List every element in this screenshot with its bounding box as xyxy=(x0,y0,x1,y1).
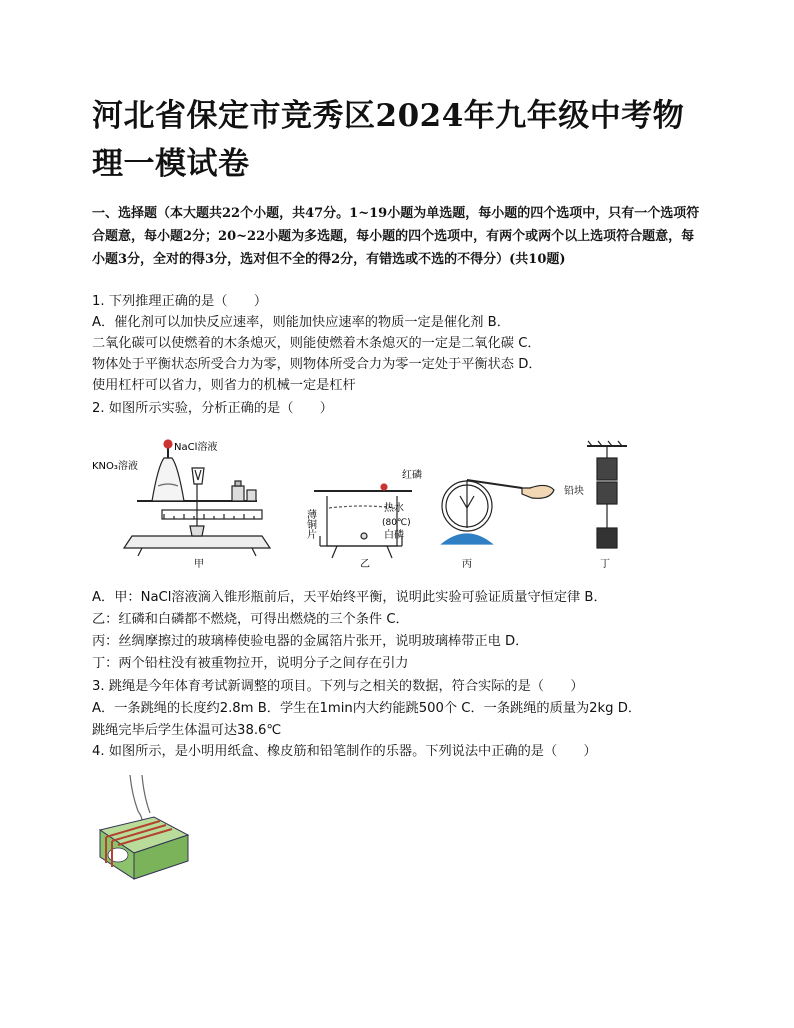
electroscope-apparatus xyxy=(442,480,554,544)
q3-stem: 3. 跳绳是今年体育考试新调整的项目。下列与之相关的数据，符合实际的是（ ） xyxy=(92,679,584,694)
figure-bing-label: 丙 xyxy=(462,559,472,570)
q1-option-a: A．催化剂可以加快反应速率，则能加快应速率的物质一定是催化剂 B． xyxy=(92,315,510,330)
hot-water-label: 热水 xyxy=(384,503,404,514)
q2-option-c: 丙：丝绸摩擦过的玻璃棒使验电器的金属箔片张开，说明玻璃棒带正电 D． xyxy=(92,634,529,649)
figure-ding-label: 丁 xyxy=(600,559,610,570)
q3-option-b: 跳绳完毕后学生体温可达38.6℃ xyxy=(92,723,282,738)
q1-option-c: 物体处于平衡状态所受合力为零，则物体所受合力为零一定处于平衡状态 D． xyxy=(92,357,542,372)
q3-option-a: A．一条跳绳的长度约2.8m B．学生在1min内大约能跳500个 C．一条跳绳的质量为2kg D． xyxy=(92,701,642,716)
q2-option-a: A．甲：NaCl溶液滴入锥形瓶前后，天平始终平衡，说明此实验可验证质量守恒定律 B． xyxy=(92,590,607,605)
balance-apparatus xyxy=(124,440,270,556)
lead-block-label: 铅块 xyxy=(564,486,584,497)
kno3-label: KNO₃溶液 xyxy=(92,461,138,472)
q2-option-d: 丁：两个铅柱没有被重物拉开，说明分子之间存在引力 xyxy=(92,656,409,671)
page-title: 河北省保定市竞秀区2024年九年级中考物理一模试卷 xyxy=(92,98,685,182)
red-phosphorus-label: 红磷 xyxy=(402,470,422,481)
figure-jia-label: 甲 xyxy=(194,559,204,570)
section-header: 一、选择题（本大题共22个小题，共47分。1~19小题为单选题，每小题的四个选项中，只有一个选项符合题意，每小题2分；20~22小题为多选题，每小题的四个选项中，有两个或两个以上选项符合题意，每小题3分，全对的得3分，选对但不全的得2分，有错选或不选的不得分）(共10题) xyxy=(92,206,700,267)
nacl-label: NaCl溶液 xyxy=(174,442,218,453)
q2-option-b: 乙：红磷和白磷都不燃烧，可得出燃烧的三个条件 C． xyxy=(92,612,409,627)
figure-yi-label: 乙 xyxy=(360,559,370,570)
q1-option-d: 使用杠杆可以省力，则省力的机械一定是杠杆 xyxy=(92,378,356,393)
q2-stem: 2. 如图所示实验，分析正确的是（ ） xyxy=(92,401,333,416)
q1-option-b: 二氧化碳可以使燃着的木条熄灭，则能使燃着木条熄灭的一定是二氧化碳 C． xyxy=(92,336,541,351)
copper-sheet-label: 薄铜片 xyxy=(304,509,316,539)
q1-stem: 1. 下列推理正确的是（ ） xyxy=(92,294,268,309)
temperature-label: (80℃) xyxy=(382,518,411,528)
q4-instrument-figure xyxy=(92,775,192,885)
q4-stem: 4. 如图所示，是小明用纸盒、橡皮筋和铅笔制作的乐器。下列说法中正确的是（ ） xyxy=(92,744,597,759)
white-phosphorus-label: 白磷 xyxy=(384,530,404,541)
lead-cylinders-apparatus xyxy=(587,441,627,548)
q2-experiment-figure xyxy=(92,436,652,571)
